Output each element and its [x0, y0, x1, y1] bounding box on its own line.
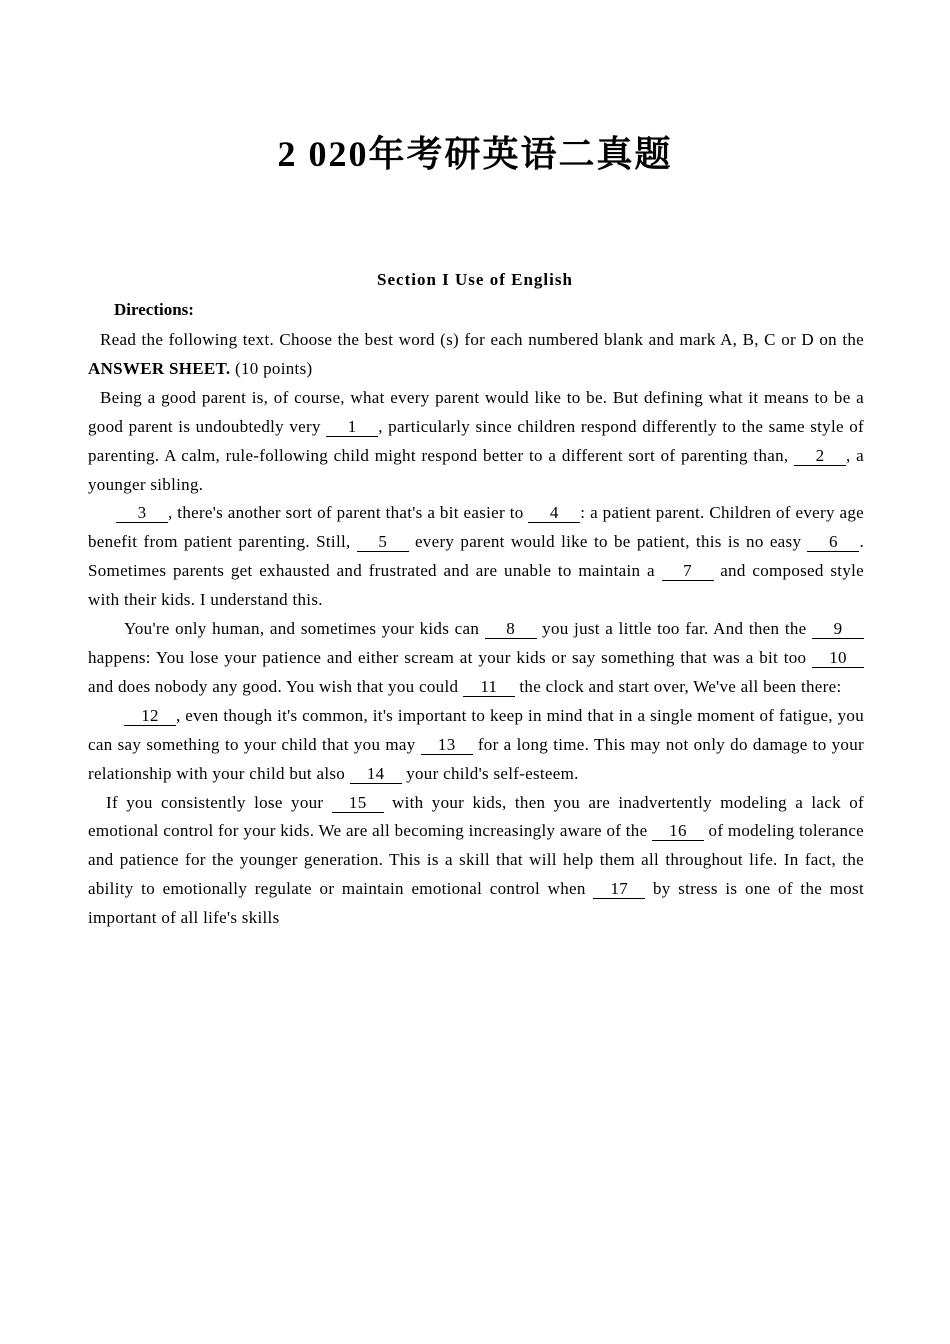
blank-13: 13: [421, 736, 473, 755]
paragraph-5: [88, 789, 864, 934]
paragraph-text: of modeling tolerance and patience for the younger generation. This is a skill that will help them all throughout life. In fact, the ability to emotionally regulate or maintain emotional control when: [88, 821, 865, 899]
passage-body: [88, 326, 864, 933]
blank-14: 14: [350, 765, 402, 784]
blank-16: 16: [652, 822, 704, 841]
paragraph-text: you just a little too far. And then the: [536, 619, 812, 639]
blank-6: 6: [807, 533, 859, 552]
paragraph-3: [88, 615, 864, 702]
paragraph-text: your child's self-esteem.: [401, 763, 579, 783]
blank-15: 15: [332, 794, 384, 813]
blank-17: 17: [593, 880, 645, 899]
paragraph-2: [88, 499, 864, 615]
paragraph-text: You're only human, and sometimes your kids can: [124, 619, 485, 639]
paragraph-text: by stress is one of the most important of all life's skills: [88, 879, 864, 928]
paragraph-text: every parent would like to be patient, this is no easy: [408, 532, 808, 552]
section-heading: Section I Use of English: [377, 270, 573, 289]
paragraph-text: for a long time. This may not only do damage to your relationship with your child but also: [88, 734, 864, 783]
page-title: 2 020年考研英语二真题: [277, 134, 673, 174]
blank-1: 1: [326, 418, 378, 437]
paragraph-text: Being a good parent is, of course, what every parent would like to be. But defining what it means to be a good parent is undoubtedly very: [88, 387, 864, 436]
blank-5: 5: [357, 533, 409, 552]
blank-3: 3: [116, 504, 168, 523]
paragraph-text: with your kids, then you are inadvertently modeling a lack of emotional control for your kids. We are all becoming increasingly aware of the: [88, 792, 864, 841]
paragraph-text: happens: You lose your patience and either scream at your kids or say something that was a bit too: [88, 647, 812, 667]
directions-paragraph: [88, 326, 864, 384]
blank-10: 10: [812, 649, 864, 668]
paragraph-1: [88, 384, 864, 500]
paragraph-text: , particularly since children respond differently to the same style of parenting. A calm, rule-following child might respond better to a different sort of parenting than,: [88, 416, 864, 465]
paragraph-text: and does nobody any good. You wish that you could: [88, 676, 463, 696]
paragraph-text: the clock and start over, We've all been there:: [514, 676, 842, 696]
paragraph-4: [88, 702, 864, 789]
paragraph-text: : a patient parent. Children of every age benefit from patient parenting. Still,: [88, 503, 864, 552]
blank-4: 4: [528, 504, 580, 523]
paragraph-text: If you consistently lose your: [106, 792, 332, 812]
blank-8: 8: [485, 620, 537, 639]
blank-2: 2: [794, 447, 846, 466]
blank-7: 7: [662, 562, 714, 581]
paragraph-text: , even though it's common, it's important to keep in mind that in a single moment of fatigue, you can say something to your child that you may: [88, 705, 864, 754]
paragraph-text: , there's another sort of parent that's a bit easier to: [168, 503, 529, 523]
paragraph-text: . Sometimes parents get exhausted and frustrated and are unable to maintain a: [88, 532, 865, 581]
blank-12: 12: [124, 707, 176, 726]
paragraph-text: and composed style with their kids. I understand this.: [88, 561, 864, 610]
directions-label: Directions:: [114, 300, 194, 319]
directions-text: Read the following text. Choose the best word (s) for each numbered blank and mark A, B, C or D on the: [100, 330, 864, 349]
answer-sheet-label: ANSWER SHEET.: [88, 358, 231, 378]
paragraph-text: , a younger sibling.: [88, 445, 865, 494]
blank-9: 9: [812, 620, 864, 639]
blank-11: 11: [463, 678, 515, 697]
directions-points: (10 points): [230, 358, 313, 378]
